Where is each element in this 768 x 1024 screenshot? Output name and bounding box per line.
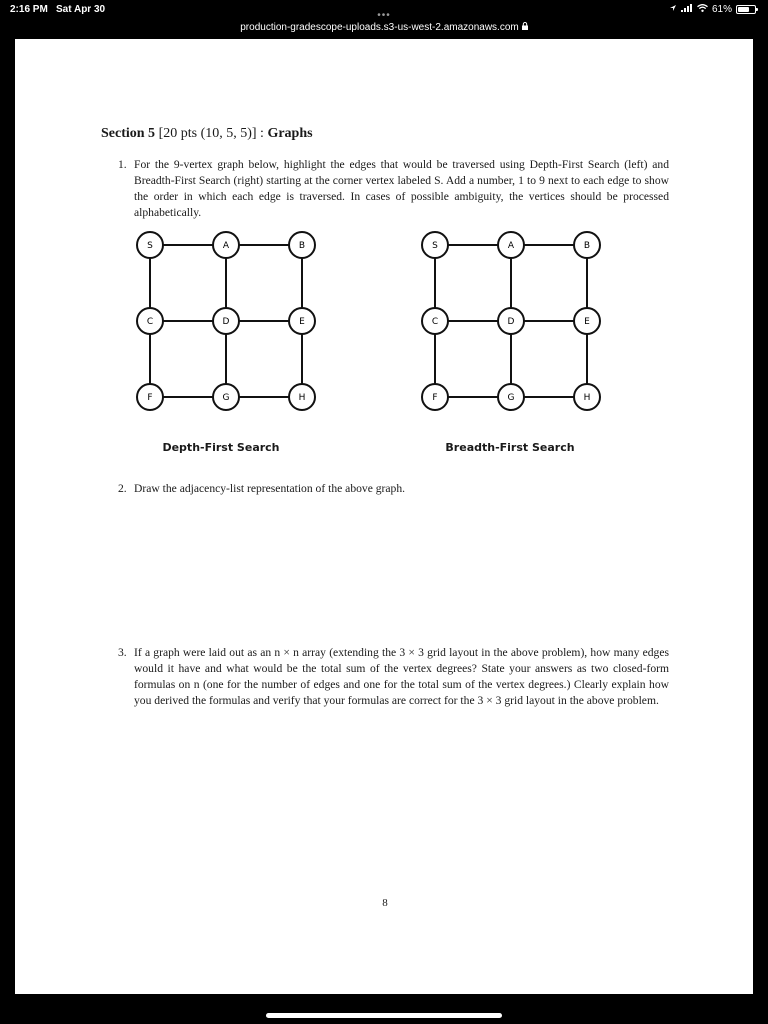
caption-bfs: Breadth-First Search xyxy=(445,441,575,454)
question-1-number: 1. xyxy=(118,158,127,171)
bfs-node-label-F: F xyxy=(432,393,438,404)
battery-percent: 61% xyxy=(711,4,732,15)
section-points: [20 pts (10, 5, 5)] : xyxy=(158,126,264,141)
bfs-node-label-B: B xyxy=(583,241,591,252)
dfs-node-label-B: B xyxy=(298,241,306,252)
question-2-text: Draw the adjacency-list representation of the above graph. xyxy=(134,482,406,495)
question-3 xyxy=(118,645,669,709)
section-title-label: Section 5 xyxy=(101,126,156,141)
home-indicator[interactable] xyxy=(266,1013,502,1018)
bfs-node-label-A: A xyxy=(507,241,515,252)
section-title xyxy=(101,126,313,142)
question-3-text: If a graph were laid out as an n × n array (extending the 3 × 3 grid layout in the above problem), how many edges would it have and what would be the total sum of the vertex degrees? State your answers as two closed-form formulas on n (one for the number of edges and one for the total sum of the vertex degrees.) Clearly explain how you derived the formulas and verify that your formulas are correct for the 3 × 3 grid layout in the above problem. xyxy=(134,646,669,707)
graph-bfs xyxy=(418,228,604,404)
document-page[interactable] xyxy=(15,39,753,994)
section-topic: Graphs xyxy=(267,126,313,141)
bfs-node-label-C: C xyxy=(431,317,439,328)
lock-icon xyxy=(522,22,528,32)
browser-url-bar[interactable] xyxy=(0,12,768,33)
dfs-node-label-A: A xyxy=(222,241,230,252)
more-dots-icon[interactable]: ••• xyxy=(377,10,391,21)
bfs-node-label-H: H xyxy=(583,393,591,404)
bfs-node-label-D: D xyxy=(507,317,515,328)
status-date: Sat Apr 30 xyxy=(56,4,106,15)
dfs-node-label-G: G xyxy=(222,393,230,404)
dfs-node-label-D: D xyxy=(222,317,230,328)
bfs-node-label-G: G xyxy=(507,393,515,404)
question-3-number: 3. xyxy=(118,646,127,659)
question-2-number: 2. xyxy=(118,482,127,495)
caption-dfs: Depth-First Search xyxy=(162,441,280,454)
graph-dfs xyxy=(133,228,319,404)
dfs-node-label-F: F xyxy=(147,393,153,404)
dfs-node-label-H: H xyxy=(298,393,306,404)
question-2 xyxy=(118,481,669,497)
bfs-node-label-E: E xyxy=(584,317,590,328)
question-1 xyxy=(118,157,669,221)
dfs-node-label-S: S xyxy=(147,241,153,252)
dfs-node-label-C: C xyxy=(146,317,154,328)
question-1-text: For the 9-vertex graph below, highlight the edges that would be traversed using Depth-First Search (left) and Breadth-First Search (right) starting at the corner vertex labeled S. Add a number, 1 to 9 next to each edge to show the order in which each edge is traversed. In cases of possible ambiguity, the vertices should be processed alphabetically. xyxy=(134,158,669,219)
dfs-node-label-E: E xyxy=(299,317,305,328)
url-text[interactable]: production-gradescope-uploads.s3-us-west-2.amazonaws.com xyxy=(240,22,519,33)
status-time: 2:16 PM xyxy=(10,4,48,15)
page-number: 8 xyxy=(382,897,388,909)
bfs-node-label-S: S xyxy=(432,241,438,252)
